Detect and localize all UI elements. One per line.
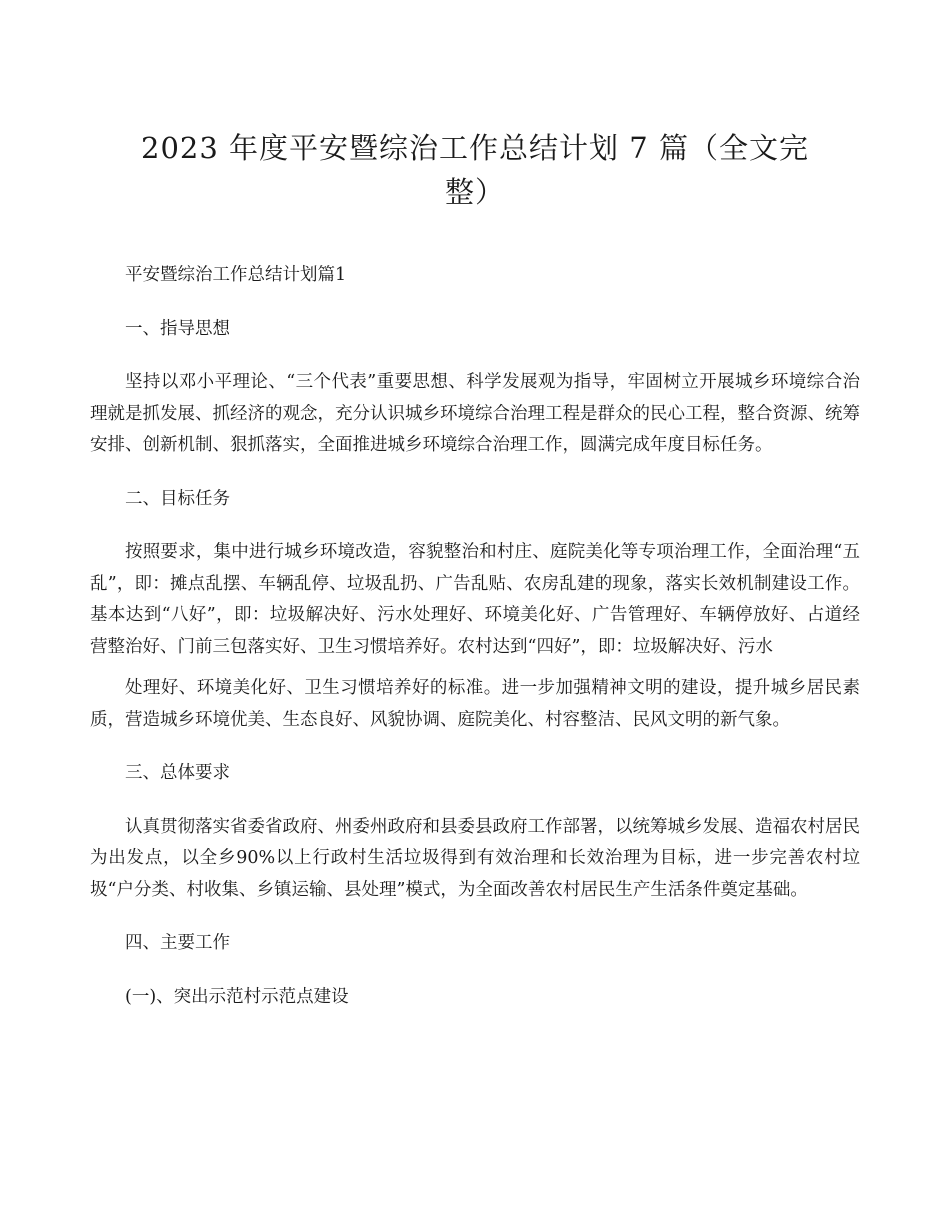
section-heading-guiding-ideology: 一、指导思想: [125, 318, 230, 339]
paragraph-guiding-ideology: 坚持以邓小平理论、“三个代表”重要思想、科学发展观为指导，牢固树立开展城乡环境综合治理就是抓发展、抓经济的观念，充分认识城乡环境综合治理工程是群众的民心工程，整合资源、统筹安排、创新机制、狠抓落实，全面推进城乡环境综合治理工作，圆满完成年度目标任务。: [90, 372, 860, 455]
paragraph-targets: 按照要求，集中进行城乡环境改造，容貌整治和村庄、庭院美化等专项治理工作，全面治理“五乱”，即：摊点乱摆、车辆乱停、垃圾乱扔、广告乱贴、农房乱建的现象，落实长效机制建设工作。基本达到“八好”，即：垃圾解决好、污水处理好、环境美化好、广告管理好、车辆停放好、占道经营整治好、门前三包落实好、卫生习惯培养好。农村达到“四好”，即：垃圾解决好、污水: [90, 542, 860, 657]
paragraph-requirements: 认真贯彻落实省委省政府、州委州政府和县委县政府工作部署，以统筹城乡发展、造福农村居民为出发点，以全乡90%以上行政村生活垃圾得到有效治理和长效治理为目标，进一步完善农村垃圾“户分类、村收集、乡镇运输、县处理”模式，为全面改善农村居民生产生活条件奠定基础。: [90, 816, 860, 900]
title-line-2: 整）: [444, 175, 505, 209]
document-body: [90, 260, 860, 1013]
section-heading-targets: 二、目标任务: [125, 488, 230, 509]
section-heading-requirements: 三、总体要求: [125, 763, 230, 783]
section-heading-part1: 平安暨综治工作总结计划篇1: [125, 265, 347, 285]
paragraph-targets-continued: 处理好、环境美化好、卫生习惯培养好的标准。进一步加强精神文明的建设，提升城乡居民素质，营造城乡环境优美、生态良好、风貌协调、庭院美化、村容整洁、民风文明的新气象。: [90, 678, 860, 730]
subsection-heading-demo-villages: (一)、突出示范村示范点建设: [125, 986, 349, 1007]
title-line-1: 2023 年度平安暨综治工作总结计划 7 篇（全文完: [141, 131, 809, 165]
document-title: [90, 126, 860, 214]
section-heading-main-work: 四、主要工作: [125, 933, 230, 953]
